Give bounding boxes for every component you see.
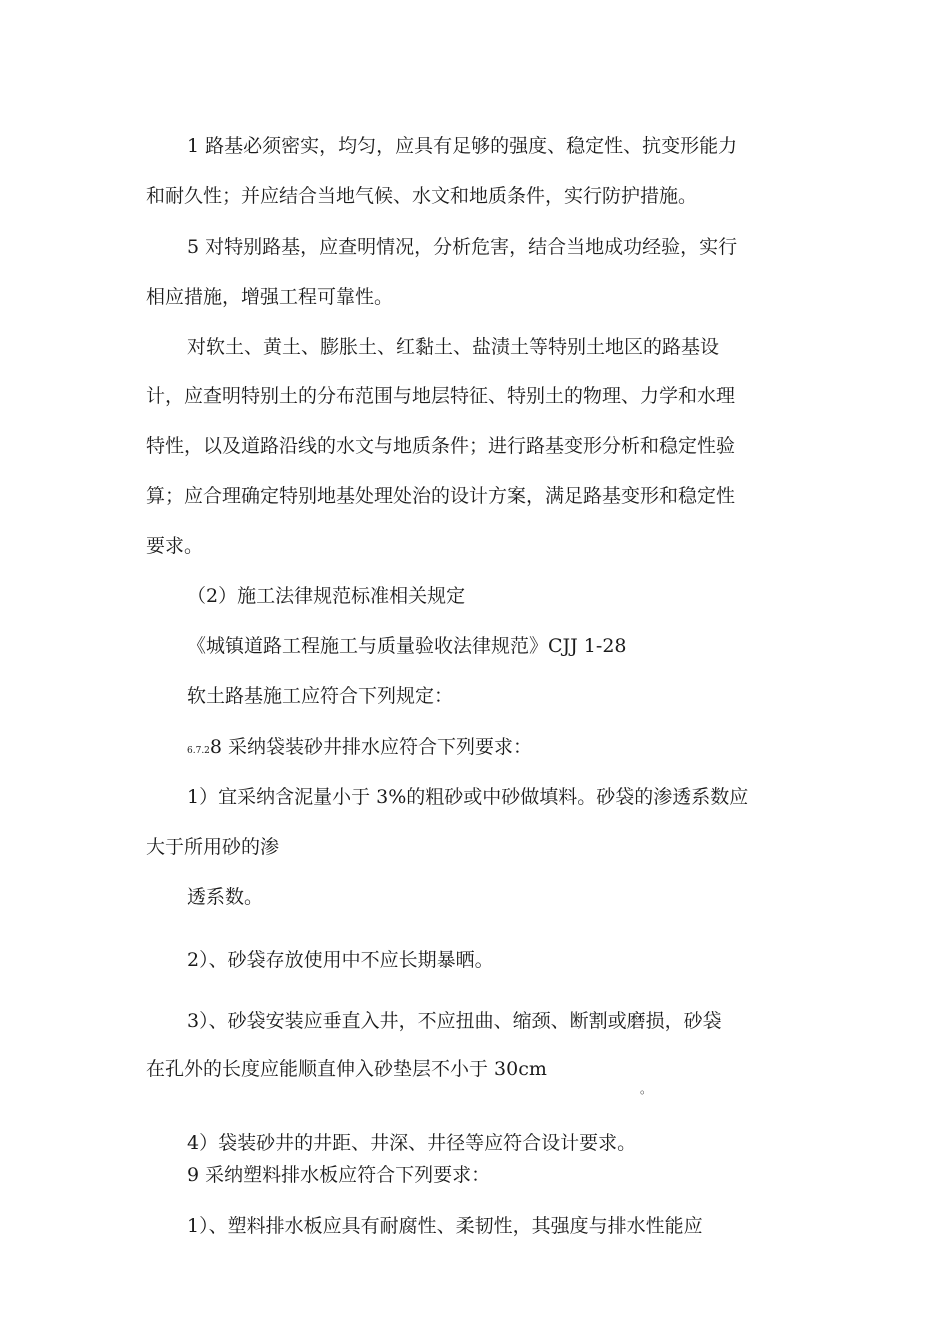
paragraph-line: 要求。 (146, 535, 204, 557)
paragraph-line: 大于所用砂的渗 (146, 836, 280, 858)
paragraph-line: 和耐久性；并应结合当地气候、水文和地质条件，实行防护措施。 (146, 185, 698, 207)
standard-title: 《城镇道路工程施工与质量验收法律规范》CJJ 1-28 (187, 635, 627, 657)
trailing-period: 。 (640, 1082, 653, 1096)
paragraph-line: 4）袋装砂井的井距、井深、井径等应符合设计要求。 (187, 1132, 637, 1154)
clause-number-prefix: 6.7.2 (187, 746, 210, 756)
paragraph-line: 软土路基施工应符合下列规定： (187, 685, 454, 707)
paragraph-line: 透系数。 (187, 886, 264, 908)
paragraph-line: 1）宜采纳含泥量小于 3%的粗砂或中砂做填料。砂袋的渗透系数应 (187, 786, 749, 808)
paragraph-line: 计，应查明特别土的分布范围与地层特征、特别土的物理、力学和水理 (146, 385, 736, 407)
clause-text: 8 采纳袋装砂井排水应符合下列要求： (209, 736, 533, 758)
paragraph-line: 1 路基必须密实，均匀，应具有足够的强度、稳定性、抗变形能力 (187, 135, 738, 157)
clause-line (187, 735, 532, 763)
paragraph-line: 5 对特别路基，应查明情况，分析危害，结合当地成功经验，实行 (187, 236, 738, 258)
paragraph-line: 在孔外的长度应能顺直伸入砂垫层不小于 30cm (146, 1058, 547, 1080)
section-heading: （2）施工法律规范标准相关规定 (187, 585, 466, 607)
paragraph-line: 1）、塑料排水板应具有耐腐性、柔韧性，其强度与排水性能应 (187, 1215, 703, 1237)
paragraph-line: 2）、砂袋存放使用中不应长期暴晒。 (187, 949, 494, 971)
paragraph-line: 相应措施，增强工程可靠性。 (146, 286, 394, 308)
paragraph-line: 对软土、黄土、膨胀土、红黏土、盐渍土等特别土地区的路基设 (187, 336, 720, 358)
paragraph-line: 9 采纳塑料排水板应符合下列要求： (187, 1164, 491, 1186)
paragraph-line: 特性，以及道路沿线的水文与地质条件；进行路基变形分析和稳定性验 (146, 435, 736, 457)
paragraph-line: 算；应合理确定特别地基处理处治的设计方案，满足路基变形和稳定性 (146, 485, 736, 507)
paragraph-line: 3）、砂袋安装应垂直入井，不应扭曲、缩颈、断割或磨损，砂袋 (187, 1010, 722, 1032)
